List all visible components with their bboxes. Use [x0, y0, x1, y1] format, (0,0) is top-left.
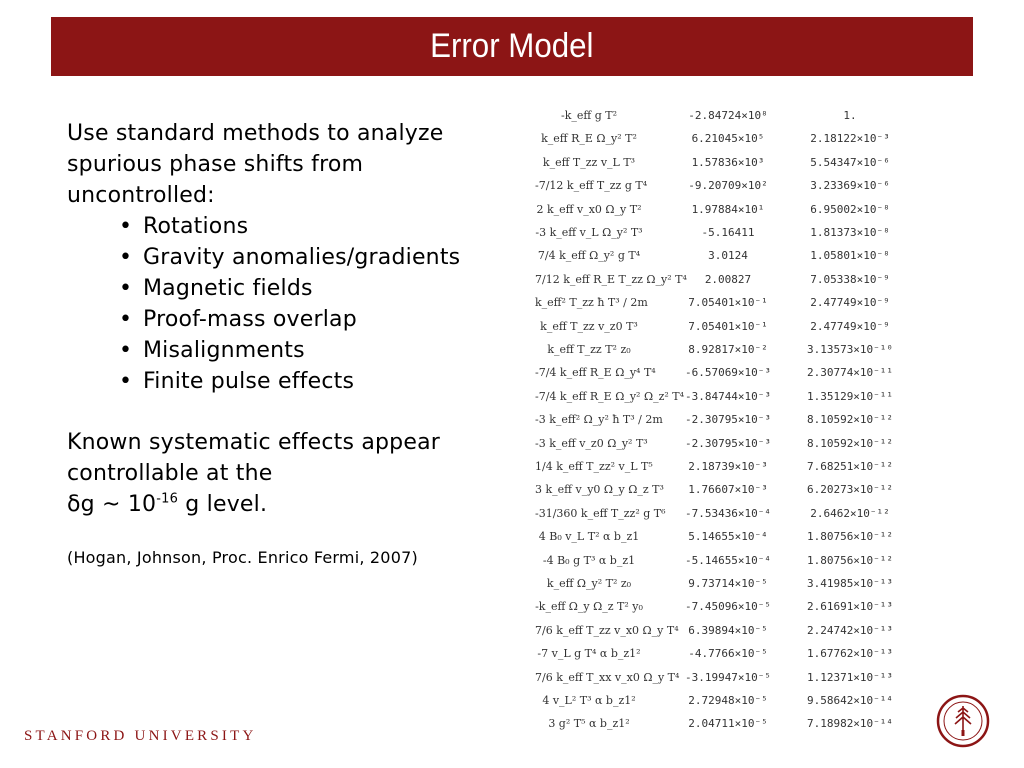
cell-value: 2.00827 — [704, 272, 752, 286]
conclusion-prefix: Known systematic effects appear controllable at the — [67, 430, 441, 486]
cell-value: -5.14655×10⁻⁴ — [684, 553, 772, 567]
table-row — [535, 689, 915, 712]
cell-value: -7.53436×10⁻⁴ — [684, 506, 772, 520]
table-row — [535, 525, 915, 548]
cell-value: 2.72948×10⁻⁵ — [688, 694, 768, 707]
cell-value: 7.05401×10⁻¹ — [688, 319, 768, 333]
table-row — [535, 455, 915, 478]
cell-relative: 2.18122×10⁻³ — [810, 132, 890, 146]
table-row — [535, 385, 915, 408]
cell-relative: 2.47749×10⁻⁹ — [810, 319, 890, 333]
cell-relative: 2.6462×10⁻¹² — [810, 506, 890, 520]
cell-relative: 1.80756×10⁻¹² — [806, 553, 894, 567]
cell-term: -7/12 k_eff T_zz g T⁴ — [535, 179, 648, 193]
cell-relative: 1.80756×10⁻¹² — [806, 530, 894, 544]
cell-term: 4 v_L² T³ α b_z1² — [542, 694, 636, 707]
table-row — [535, 666, 915, 689]
stanford-seal-icon — [936, 694, 990, 748]
cell-term: 4 B₀ v_L T² α b_z1 — [538, 530, 640, 544]
cell-term: 7/6 k_eff T_zz v_x0 Ω_y T⁴ — [535, 623, 679, 637]
cell-relative: 7.05338×10⁻⁹ — [810, 272, 890, 286]
table-row — [535, 268, 915, 291]
cell-relative: 3.23369×10⁻⁶ — [810, 179, 890, 193]
cell-relative: 5.54347×10⁻⁶ — [810, 155, 890, 169]
cell-value: -3.19947×10⁻⁵ — [684, 670, 772, 684]
cell-relative: 1.81373×10⁻⁸ — [810, 226, 890, 239]
cell-value: 3.0124 — [708, 249, 748, 263]
cell-relative: 1.05801×10⁻⁸ — [810, 249, 890, 263]
cell-relative: 6.20273×10⁻¹² — [806, 483, 894, 497]
cell-value: 8.92817×10⁻² — [688, 343, 768, 356]
bullet-item: • Magnetic fields — [115, 273, 467, 304]
cell-relative: 9.58642×10⁻¹⁴ — [806, 694, 894, 707]
citation: (Hogan, Johnson, Proc. Enrico Fermi, 2007) — [67, 548, 418, 567]
cell-term: k_eff Ω_y² T² z₀ — [546, 577, 632, 590]
cell-term: k_eff T_zz v_z0 T³ — [540, 319, 638, 333]
error-terms-table — [535, 104, 915, 736]
cell-term: 7/4 k_eff Ω_y² g T⁴ — [537, 249, 641, 263]
slide-title: Error Model — [430, 27, 594, 65]
cell-term: 2 k_eff v_x0 Ω_y T² — [536, 202, 642, 216]
table-row — [535, 315, 915, 338]
cell-relative: 1.12371×10⁻¹³ — [806, 670, 894, 684]
cell-value: 1.97884×10¹ — [691, 202, 765, 216]
cell-term: -7/4 k_eff R_E Ω_y⁴ T⁴ — [535, 366, 656, 380]
table-row — [535, 151, 915, 174]
cell-value: 9.73714×10⁻⁵ — [688, 577, 768, 590]
cell-term: -7 v_L g T⁴ α b_z1² — [537, 647, 641, 661]
bullet-item: • Proof-mass overlap — [115, 304, 467, 335]
table-row — [535, 595, 915, 618]
cell-relative: 8.10592×10⁻¹² — [806, 436, 894, 450]
cell-relative: 1.35129×10⁻¹¹ — [806, 389, 894, 403]
cell-relative: 2.47749×10⁻⁹ — [810, 296, 890, 310]
cell-relative: 1.67762×10⁻¹³ — [806, 647, 894, 661]
cell-term: k_eff² T_zz ħ T³ / 2m — [535, 296, 648, 310]
conclusion-suffix: g level. — [178, 492, 268, 517]
cell-value: 2.18739×10⁻³ — [688, 460, 768, 473]
cell-term: -k_eff Ω_y Ω_z T² y₀ — [535, 600, 643, 614]
stanford-wordmark: STANFORD UNIVERSITY — [24, 728, 257, 744]
cell-value: -2.30795×10⁻³ — [684, 436, 772, 450]
cell-value: -9.20709×10² — [688, 179, 768, 193]
table-row — [535, 642, 915, 665]
bullet-item: • Finite pulse effects — [115, 366, 467, 397]
cell-term: -3 k_eff v_L Ω_y² T³ — [535, 226, 643, 239]
cell-value: 6.39894×10⁻⁵ — [688, 623, 768, 637]
cell-value: -5.16411 — [701, 226, 755, 239]
table-row — [535, 104, 915, 127]
bullet-item: • Rotations — [115, 211, 467, 242]
cell-term: k_eff T_zz v_L T³ — [542, 155, 636, 169]
table-row — [535, 549, 915, 572]
cell-term: -4 B₀ g T³ α b_z1 — [542, 553, 636, 567]
cell-relative: 7.18982×10⁻¹⁴ — [806, 717, 894, 731]
cell-term: 3 k_eff v_y0 Ω_y Ω_z T³ — [535, 483, 664, 497]
cell-relative: 2.24742×10⁻¹³ — [806, 623, 894, 637]
conclusion — [67, 427, 467, 520]
cell-value: -2.30795×10⁻³ — [684, 413, 772, 427]
cell-value: -7.45096×10⁻⁵ — [684, 600, 772, 614]
table-row — [535, 502, 915, 525]
cell-value: -3.84744×10⁻³ — [684, 389, 772, 403]
table-row — [535, 244, 915, 267]
cell-term: 7/6 k_eff T_xx v_x0 Ω_y T⁴ — [535, 670, 680, 684]
left-text-block — [67, 118, 467, 570]
cell-value: 1.57836×10³ — [691, 155, 765, 169]
cell-relative: 8.10592×10⁻¹² — [806, 413, 894, 427]
cell-relative: 6.95002×10⁻⁸ — [810, 202, 890, 216]
table-row — [535, 198, 915, 221]
cell-value: -2.84724×10⁸ — [688, 109, 768, 122]
table-row — [535, 432, 915, 455]
table-row — [535, 127, 915, 150]
conclusion-delta: δg ~ 10 — [67, 492, 157, 517]
bullet-item: • Gravity anomalies/gradients — [115, 242, 467, 273]
cell-relative: 2.30774×10⁻¹¹ — [806, 366, 894, 380]
cell-term: k_eff R_E Ω_y² T² — [541, 132, 637, 146]
intro-lead: Use standard methods to analyze spurious phase shifts from uncontrolled: — [67, 121, 444, 208]
cell-term: 3 g² T⁵ α b_z1² — [548, 717, 630, 731]
cell-relative: 1. — [843, 109, 857, 122]
cell-relative: 3.13573×10⁻¹⁰ — [806, 343, 894, 356]
table-row — [535, 338, 915, 361]
cell-relative: 7.68251×10⁻¹² — [806, 460, 894, 473]
cell-term: 7/12 k_eff R_E T_zz Ω_y² T⁴ — [535, 272, 687, 286]
cell-term: 1/4 k_eff T_zz² v_L T⁵ — [535, 460, 653, 473]
cell-value: 7.05401×10⁻¹ — [688, 296, 768, 310]
cell-term: k_eff T_zz T² z₀ — [547, 343, 631, 356]
cell-value: 6.21045×10⁵ — [691, 132, 765, 146]
bullet-list — [67, 211, 467, 397]
cell-term: -3 k_eff² Ω_y² ħ T³ / 2m — [535, 413, 663, 427]
cell-value: 5.14655×10⁻⁴ — [688, 530, 768, 544]
conclusion-exponent: -16 — [156, 491, 179, 507]
cell-relative: 2.61691×10⁻¹³ — [806, 600, 894, 614]
cell-term: -7/4 k_eff R_E Ω_y² Ω_z² T⁴ — [535, 389, 685, 403]
title-bar — [51, 17, 973, 76]
table-row — [535, 221, 915, 244]
table-row — [535, 572, 915, 595]
table-row — [535, 408, 915, 431]
cell-term: -31/360 k_eff T_zz² g T⁶ — [535, 506, 666, 520]
cell-value: -6.57069×10⁻³ — [684, 366, 772, 380]
table-row — [535, 712, 915, 735]
table-row — [535, 291, 915, 314]
cell-term: -k_eff g T² — [561, 109, 617, 122]
cell-value: 1.76607×10⁻³ — [688, 483, 768, 497]
cell-relative: 3.41985×10⁻¹³ — [806, 577, 894, 590]
table-row — [535, 478, 915, 501]
table-row — [535, 619, 915, 642]
cell-term: -3 k_eff v_z0 Ω_y² T³ — [535, 436, 648, 450]
cell-value: -4.7766×10⁻⁵ — [688, 647, 768, 661]
bullet-item: • Misalignments — [115, 335, 467, 366]
cell-value: 2.04711×10⁻⁵ — [688, 717, 768, 731]
table-row — [535, 361, 915, 384]
table-row — [535, 174, 915, 197]
